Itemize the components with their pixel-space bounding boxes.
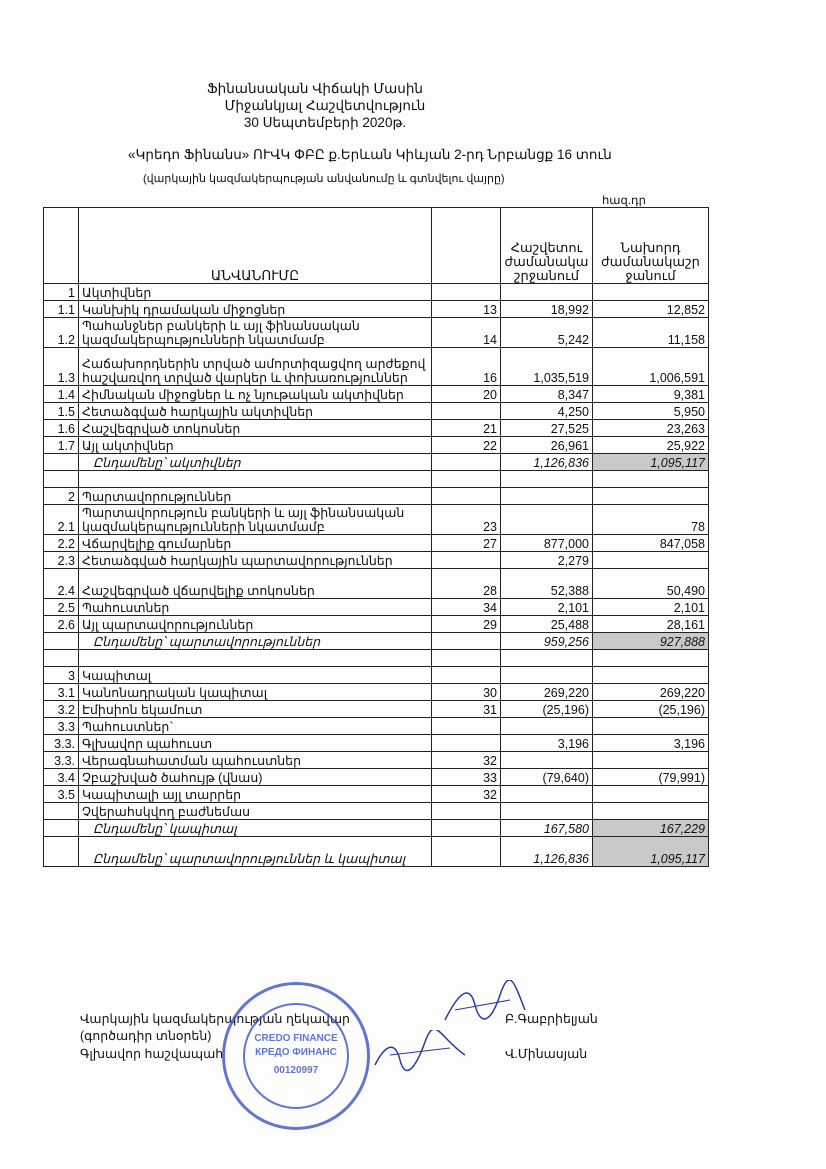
cell-prior-value <box>593 284 709 301</box>
cell-label: Կապիտալի այլ տարրեր <box>79 786 432 803</box>
cell-note <box>432 454 501 471</box>
cell-current-value <box>501 786 593 803</box>
cell-current-value <box>501 650 593 667</box>
header-current-period <box>501 208 593 284</box>
cell-prior-value: 9,381 <box>593 386 709 403</box>
header-prior-line: Նախորդ <box>620 240 681 255</box>
table-row <box>44 454 709 471</box>
report-subtitle: Միջանկյալ Հաշվետվություն <box>224 98 426 113</box>
accountant-signature <box>370 1030 470 1075</box>
cell-current-value: 3,196 <box>501 735 593 752</box>
cell-current-value: (79,640) <box>501 769 593 786</box>
cell-current-value: 2,279 <box>501 552 593 569</box>
cell-number <box>44 454 79 471</box>
organization-name: «Կրեդո Ֆինանս» ՈՒՎԿ ՓԲԸ ք.Երևան Կիևյան 2-րդ Նրբանցք 16 տուն <box>128 147 612 162</box>
director-title: Վարկային կազմակերպության ղեկավար <box>80 1012 350 1026</box>
cell-number: 1.3 <box>44 348 79 386</box>
table-row <box>44 471 709 488</box>
cell-prior-value: 269,220 <box>593 684 709 701</box>
cell-note <box>432 471 501 488</box>
cell-note: 32 <box>432 786 501 803</box>
report-date: 30 Սեպտեմբերի 2020թ. <box>243 115 407 130</box>
table-row <box>44 735 709 752</box>
cell-number <box>44 650 79 667</box>
cell-note: 31 <box>432 701 501 718</box>
cell-number: 1.7 <box>44 437 79 454</box>
cell-note <box>432 403 501 420</box>
table-row <box>44 599 709 616</box>
cell-note: 28 <box>432 569 501 599</box>
cell-label: Վերագնահատման պահուստներ <box>79 752 432 769</box>
cell-current-value: 4,250 <box>501 403 593 420</box>
cell-number <box>44 820 79 837</box>
cell-current-value: (25,196) <box>501 701 593 718</box>
cell-prior-value: 5,950 <box>593 403 709 420</box>
cell-label: Պարտավորություններ <box>79 488 432 505</box>
cell-current-value <box>501 488 593 505</box>
table-row <box>44 786 709 803</box>
cell-prior-value: 1,006,591 <box>593 348 709 386</box>
cell-label: Հետաձգված հարկային ակտիվներ <box>79 403 432 420</box>
cell-number: 3 <box>44 667 79 684</box>
cell-prior-value: 1,095,117 <box>593 837 709 867</box>
cell-prior-value: 847,058 <box>593 535 709 552</box>
cell-current-value: 2,101 <box>501 599 593 616</box>
cell-note: 13 <box>432 301 501 318</box>
table-row <box>44 348 709 386</box>
cell-current-value: 8,347 <box>501 386 593 403</box>
report-title: Ֆինանսական Վիճակի Մասին <box>207 81 423 96</box>
cell-number: 3.2 <box>44 701 79 718</box>
accountant-title: Գլխավոր հաշվապահ <box>80 1047 224 1061</box>
cell-prior-value <box>593 786 709 803</box>
cell-number: 2.5 <box>44 599 79 616</box>
cell-note <box>432 633 501 650</box>
cell-note: 20 <box>432 386 501 403</box>
cell-note <box>432 837 501 867</box>
cell-note: 14 <box>432 318 501 348</box>
cell-prior-value: 78 <box>593 505 709 535</box>
cell-prior-value: 927,888 <box>593 633 709 650</box>
organization-note: (վարկային կազմակերպության անվանումը և գտնվելու վայրը) <box>143 173 505 185</box>
cell-number <box>44 803 79 820</box>
cell-label: Հաճախորդներին տրված ամորտիզացվող արժեքով հաշվառվող տրված վարկեր և փոխառություններ <box>79 348 432 386</box>
table-row <box>44 837 709 867</box>
cell-current-value: 167,580 <box>501 820 593 837</box>
director-note: (գործադիր տնօրեն) <box>80 1029 212 1043</box>
unit-label: հազ.դր <box>602 195 646 207</box>
cell-prior-value <box>593 803 709 820</box>
cell-prior-value: (25,196) <box>593 701 709 718</box>
cell-current-value <box>501 505 593 535</box>
cell-number: 2.2 <box>44 535 79 552</box>
table-row <box>44 718 709 735</box>
cell-current-value <box>501 667 593 684</box>
cell-prior-value: 23,263 <box>593 420 709 437</box>
company-stamp <box>222 982 370 1130</box>
cell-current-value <box>501 718 593 735</box>
cell-current-value: 18,992 <box>501 301 593 318</box>
cell-label: Գլխավոր պահուստ <box>79 735 432 752</box>
cell-label: Հետաձգված հարկային պարտավորություններ <box>79 552 432 569</box>
cell-prior-value: 3,196 <box>593 735 709 752</box>
table-row <box>44 284 709 301</box>
cell-note: 29 <box>432 616 501 633</box>
cell-note: 34 <box>432 599 501 616</box>
header-prior-line: ժամանակաշր <box>601 254 700 269</box>
cell-label: Պահուստներ <box>79 599 432 616</box>
cell-note: 30 <box>432 684 501 701</box>
table-row <box>44 403 709 420</box>
cell-number: 3.3. <box>44 735 79 752</box>
cell-number: 1.5 <box>44 403 79 420</box>
cell-label: Կանխիկ դրամական միջոցներ <box>79 301 432 318</box>
cell-number <box>44 471 79 488</box>
cell-number: 1 <box>44 284 79 301</box>
cell-number: 1.4 <box>44 386 79 403</box>
cell-label: Ընդամենը՝ պարտավորություններ <box>79 633 432 650</box>
cell-current-value <box>501 471 593 488</box>
cell-label: Էմիսիոն եկամուտ <box>79 701 432 718</box>
table-row <box>44 633 709 650</box>
balance-sheet-table <box>43 207 709 867</box>
stamp-name-en: CREDO FINANCE <box>254 1033 338 1044</box>
cell-current-value: 25,488 <box>501 616 593 633</box>
table-row <box>44 667 709 684</box>
cell-note <box>432 667 501 684</box>
cell-label: Ընդամենը՝ կապիտալ <box>79 820 432 837</box>
header-number-cell <box>44 208 79 284</box>
cell-prior-value: 28,161 <box>593 616 709 633</box>
cell-label: Ընդամենը՝ ակտիվներ <box>79 454 432 471</box>
cell-number: 3.5 <box>44 786 79 803</box>
cell-current-value: 27,525 <box>501 420 593 437</box>
cell-label: Հաշվեգրված տոկոսներ <box>79 420 432 437</box>
table-row <box>44 488 709 505</box>
cell-number: 3.3 <box>44 718 79 735</box>
table-row <box>44 769 709 786</box>
cell-note <box>432 284 501 301</box>
cell-label: Հիմնական միջոցներ և ոչ նյութական ակտիվներ <box>79 386 432 403</box>
cell-label: Պարտավորություն բանկերի և այլ ֆինանսական կազմակերպությունների նկատմամբ <box>79 505 432 535</box>
director-name: Բ.Գաբրիելյան <box>505 1012 598 1026</box>
cell-prior-value: 1,095,117 <box>593 454 709 471</box>
cell-note: 21 <box>432 420 501 437</box>
cell-number: 2.1 <box>44 505 79 535</box>
cell-label: Կապիտալ <box>79 667 432 684</box>
director-signature <box>440 980 530 1030</box>
cell-label <box>79 650 432 667</box>
cell-note: 16 <box>432 348 501 386</box>
cell-label: Հաշվեգրված վճարվելիք տոկոսներ <box>79 569 432 599</box>
cell-current-value <box>501 284 593 301</box>
cell-note: 27 <box>432 535 501 552</box>
cell-number: 2.6 <box>44 616 79 633</box>
table-row <box>44 552 709 569</box>
table-row <box>44 684 709 701</box>
cell-current-value: 959,256 <box>501 633 593 650</box>
table-row <box>44 701 709 718</box>
cell-prior-value <box>593 650 709 667</box>
cell-prior-value: 2,101 <box>593 599 709 616</box>
cell-label: Այլ պարտավորություններ <box>79 616 432 633</box>
cell-label <box>79 471 432 488</box>
cell-label: Վճարվելիք գումարներ <box>79 535 432 552</box>
cell-note <box>432 552 501 569</box>
cell-current-value <box>501 803 593 820</box>
cell-note <box>432 820 501 837</box>
table-row <box>44 803 709 820</box>
cell-current-value: 5,242 <box>501 318 593 348</box>
cell-label: Չվերահսկվող բաժնեմաս <box>79 803 432 820</box>
table-row <box>44 535 709 552</box>
header-current-line: շրջանում <box>513 268 580 283</box>
cell-label: Պահուստներ` <box>79 718 432 735</box>
cell-prior-value: 167,229 <box>593 820 709 837</box>
cell-number: 2.3 <box>44 552 79 569</box>
cell-prior-value: 25,922 <box>593 437 709 454</box>
cell-current-value: 26,961 <box>501 437 593 454</box>
cell-prior-value <box>593 471 709 488</box>
cell-label: Կանոնադրական կապիտալ <box>79 684 432 701</box>
table-row <box>44 386 709 403</box>
cell-note <box>432 488 501 505</box>
cell-current-value: 1,126,836 <box>501 454 593 471</box>
table-header-row <box>44 208 709 284</box>
stamp-name: КРЕДО ФИНАНС <box>255 1047 337 1058</box>
table-row <box>44 301 709 318</box>
header-current-line: Հաշվետու <box>510 240 583 255</box>
header-note-cell <box>432 208 501 284</box>
cell-note: 33 <box>432 769 501 786</box>
cell-current-value: 52,388 <box>501 569 593 599</box>
cell-label: Ընդամենը՝ պարտավորություններ և կապիտալ <box>79 837 432 867</box>
table-row <box>44 616 709 633</box>
header-prior-line: ջանում <box>625 268 676 283</box>
cell-note: 22 <box>432 437 501 454</box>
cell-note <box>432 718 501 735</box>
cell-number <box>44 837 79 867</box>
cell-prior-value: 12,852 <box>593 301 709 318</box>
table-row <box>44 820 709 837</box>
accountant-name: Վ.Մինասյան <box>505 1047 588 1061</box>
cell-label: Չբաշխված ծահույթ (վնաս) <box>79 769 432 786</box>
cell-number <box>44 633 79 650</box>
cell-number: 1.6 <box>44 420 79 437</box>
table-row <box>44 420 709 437</box>
cell-note: 23 <box>432 505 501 535</box>
cell-prior-value <box>593 718 709 735</box>
cell-number: 1.1 <box>44 301 79 318</box>
table-row <box>44 752 709 769</box>
cell-prior-value <box>593 488 709 505</box>
cell-prior-value <box>593 752 709 769</box>
cell-label: Պահանջներ բանկերի և այլ ֆինանսական կազմակերպությունների նկատմամբ <box>79 318 432 348</box>
table-row <box>44 437 709 454</box>
cell-number: 2.4 <box>44 569 79 599</box>
cell-number: 3.1 <box>44 684 79 701</box>
cell-note <box>432 735 501 752</box>
table-row <box>44 650 709 667</box>
cell-label: Այլ ակտիվներ <box>79 437 432 454</box>
cell-number: 1.2 <box>44 318 79 348</box>
header-current-line: ժամանակա <box>504 254 589 269</box>
header-name-cell: ԱՆՎԱՆՈՒՄԸ <box>79 208 432 284</box>
table-row <box>44 505 709 535</box>
cell-current-value: 877,000 <box>501 535 593 552</box>
header-prior-period <box>593 208 709 284</box>
cell-prior-value <box>593 667 709 684</box>
cell-current-value <box>501 752 593 769</box>
cell-current-value: 1,035,519 <box>501 348 593 386</box>
cell-prior-value: 50,490 <box>593 569 709 599</box>
cell-current-value: 269,220 <box>501 684 593 701</box>
cell-number: 3.4 <box>44 769 79 786</box>
cell-prior-value: (79,991) <box>593 769 709 786</box>
cell-prior-value: 11,158 <box>593 318 709 348</box>
stamp-number: 00120997 <box>273 1065 319 1076</box>
cell-number: 2 <box>44 488 79 505</box>
cell-label: Ակտիվներ <box>79 284 432 301</box>
cell-prior-value <box>593 552 709 569</box>
cell-note: 32 <box>432 752 501 769</box>
cell-current-value: 1,126,836 <box>501 837 593 867</box>
table-row <box>44 318 709 348</box>
cell-note <box>432 650 501 667</box>
table-row <box>44 569 709 599</box>
cell-note <box>432 803 501 820</box>
cell-number: 3.3. <box>44 752 79 769</box>
